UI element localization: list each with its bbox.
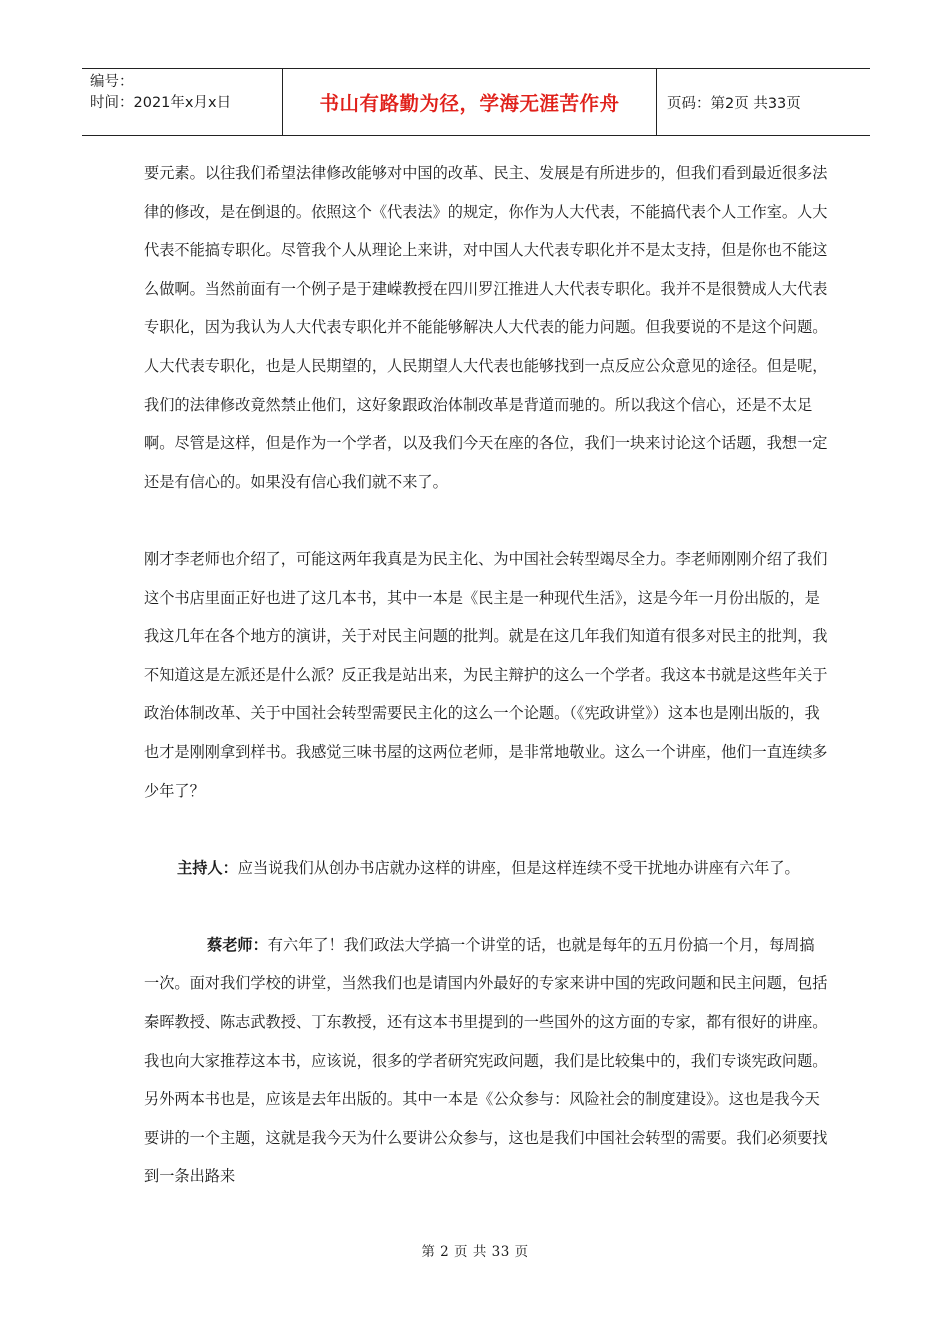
document-body [144,154,828,1196]
header-meta [82,69,282,135]
cai-remark: 有六年了！我们政法大学搞一个讲堂的话，也就是每年的五月份搞一个月，每周搞一次。面对我们学校的讲堂，当然我们也是请国内外最好的专家来讲中国的宪政问题和民主问题，包括秦晖教授、陈志武教授、丁东教授，还有这本书里提到的一些国外的这方面的专家，都有很好的讲座。我也向大家推荐这本书，应该说，很多的学者研究宪政问题，我们是比较集中的，我们专谈宪政问题。另外两本书也是，应该是去年出版的。其中一本是《公众参与：风险社会的制度建设》。这也是我今天要讲的一个主题，这就是我今天为什么要讲公众参与，这也是我们中国社会转型的需要。我们必须要找到一条出路来 [144,935,828,1186]
speaker-cai: 蔡老师： [207,935,268,954]
document-time-label: 时间：2021年x月x日 [90,95,232,111]
paragraph-host [144,849,828,888]
paragraph-2: 刚才李老师也介绍了，可能这两年我真是为民主化、为中国社会转型竭尽全力。李老师刚刚介绍了我们这个书店里面正好也进了这几本书，其中一本是《民主是一种现代生活》，这是今年一月份出版的，是我这几年在各个地方的演讲，关于对民主问题的批判。就是在这几年我们知道有很多对民主的批判，我不知道这是左派还是什么派？反正我是站出来，为民主辩护的这么一个学者。我这本书就是这些年关于政治体制改革、关于中国社会转型需要民主化的这么一个论题。（《宪政讲堂》）这本也是刚出版的，我也才是刚刚拿到样书。我感觉三味书屋的这两位老师，是非常地敬业。这么一个讲座，他们一直连续多少年了？ [144,549,828,800]
header-motto-cell [282,69,657,135]
paragraph-gap [144,501,828,540]
page-header [82,68,870,136]
speaker-host: 主持人： [177,858,238,877]
paragraph-cai [144,926,828,1196]
paragraph-1: 要元素。以往我们希望法律修改能够对中国的改革、民主、发展是有所进步的，但我们看到最近很多法律的修改，是在倒退的。依照这个《代表法》的规定，你作为人大代表，不能搞代表个人工作室。人大代表不能搞专职化。尽管我个人从理论上来讲，对中国人大代表专职化并不是太支持，但是你也不能这么做啊。当然前面有一个例子是于建嵘教授在四川罗江推进人大代表专职化。我并不是很赞成人大代表专职化，因为我认为人大代表专职化并不能能够解决人大代表的能力问题。但我要说的不是这个问题。人大代表专职化，也是人民期望的，人民期望人大代表也能够找到一点反应公众意见的途径。但是呢，我们的法律修改竟然禁止他们，这好象跟政治体制改革是背道而驰的。所以我这个信心，还是不太足啊。尽管是这样，但是作为一个学者，以及我们今天在座的各位，我们一块来讨论这个话题，我想一定还是有信心的。如果没有信心我们就不来了。 [144,164,828,491]
paragraph-gap [144,810,828,849]
document-number-label: 编号： [90,74,134,90]
host-remark: 应当说我们从创办书店就办这样的讲座，但是这样连续不受干扰地办讲座有六年了。 [237,858,800,877]
header-motto: 书山有路勤为径，学海无涯苦作舟 [319,92,620,115]
paragraph-gap [144,887,828,926]
page-footer: 第 2 页 共 33 页 [421,1244,529,1260]
header-page-info: 页码：第2页 共33页 [667,95,801,112]
